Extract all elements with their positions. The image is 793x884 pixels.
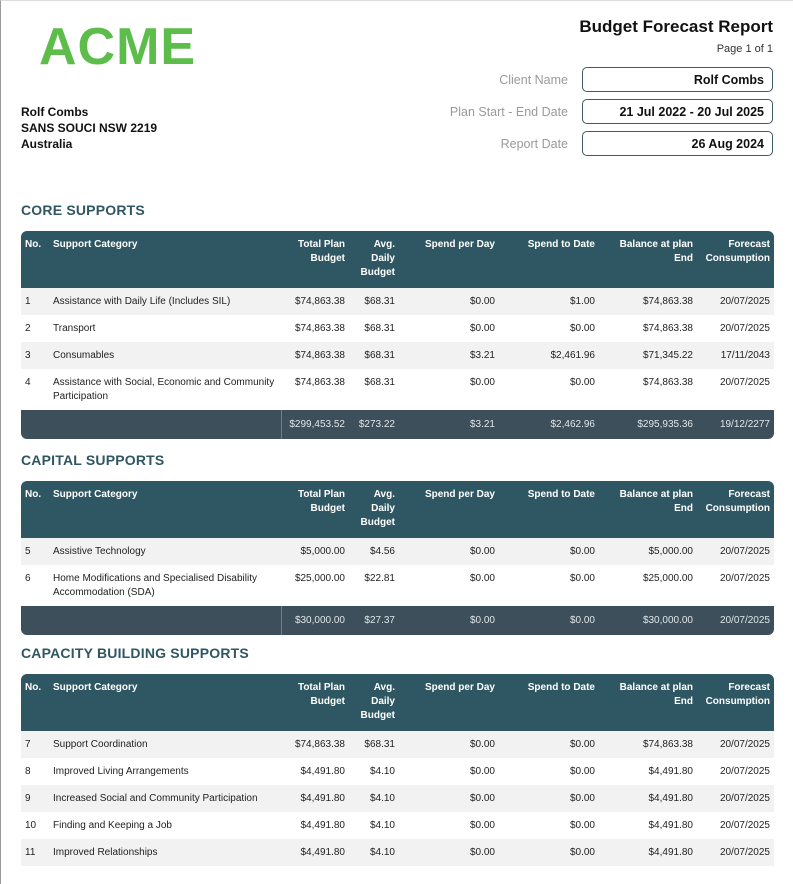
cell-avg: $68.31 bbox=[349, 288, 399, 315]
cell-category: Assistance with Daily Life (Includes SIL) bbox=[49, 288, 281, 315]
address-line: Rolf Combs bbox=[21, 105, 89, 119]
column-header-spend-to-date: Spend to Date bbox=[499, 674, 599, 731]
cell-spd: $0.00 bbox=[399, 315, 499, 342]
column-header-spend-per-day: Spend per Day bbox=[399, 674, 499, 731]
cell-spd: $0.00 bbox=[399, 839, 499, 866]
cell-fc: 20/07/2025 bbox=[697, 538, 774, 565]
cell-no: 1 bbox=[21, 288, 49, 315]
column-header-balance-at-plan-end: Balance at plan End bbox=[599, 674, 697, 731]
cell-std: $0.00 bbox=[499, 758, 599, 785]
total-std: $0.00 bbox=[499, 606, 599, 635]
cell-fc: 20/07/2025 bbox=[697, 758, 774, 785]
cell-bal: $71,345.22 bbox=[599, 342, 697, 369]
column-header-avg-daily-budget: Avg. Daily Budget bbox=[349, 481, 399, 538]
cell-total: $4,491.80 bbox=[281, 758, 349, 785]
cell-bal: $74,863.38 bbox=[599, 315, 697, 342]
cell-spd: $0.00 bbox=[399, 785, 499, 812]
cell-avg: $4.10 bbox=[349, 758, 399, 785]
cell-spd: $0.00 bbox=[399, 758, 499, 785]
column-header-no: No. bbox=[21, 481, 49, 538]
cell-avg: $68.31 bbox=[349, 315, 399, 342]
table-row bbox=[21, 785, 774, 812]
cell-total: $4,491.80 bbox=[281, 812, 349, 839]
table-row bbox=[21, 731, 774, 758]
totals-row bbox=[21, 410, 774, 439]
column-header-spend-to-date: Spend to Date bbox=[499, 481, 599, 538]
cell-avg: $68.31 bbox=[349, 731, 399, 758]
cell-spd: $0.00 bbox=[399, 369, 499, 410]
cell-spd: $0.00 bbox=[399, 731, 499, 758]
column-header-forecast-consumption: Forecast Consumption bbox=[697, 481, 774, 538]
column-header-total-plan-budget: Total Plan Budget bbox=[281, 231, 349, 288]
cell-total: $74,863.38 bbox=[281, 315, 349, 342]
column-header-category: Support Category bbox=[49, 481, 281, 538]
column-header-no: No. bbox=[21, 231, 49, 288]
capital-supports-table bbox=[21, 481, 774, 635]
cell-fc: 20/07/2025 bbox=[697, 839, 774, 866]
table-row bbox=[21, 812, 774, 839]
cell-total: $4,491.80 bbox=[281, 839, 349, 866]
table-row bbox=[21, 315, 774, 342]
cell-avg: $4.10 bbox=[349, 812, 399, 839]
total-total: $299,453.52 bbox=[281, 410, 349, 439]
totals-spacer bbox=[21, 606, 281, 635]
cell-no: 4 bbox=[21, 369, 49, 410]
cell-avg: $68.31 bbox=[349, 369, 399, 410]
cell-category: Assistance with Social, Economic and Community Participation bbox=[49, 369, 281, 410]
cell-category: Assistive Technology bbox=[49, 538, 281, 565]
table-header-row bbox=[21, 481, 774, 538]
total-fc: 20/07/2025 bbox=[697, 606, 774, 635]
cell-no: 2 bbox=[21, 315, 49, 342]
cell-spd: $0.00 bbox=[399, 565, 499, 606]
cell-std: $0.00 bbox=[499, 839, 599, 866]
table-header-row bbox=[21, 231, 774, 288]
cell-std: $0.00 bbox=[499, 565, 599, 606]
cell-std: $0.00 bbox=[499, 731, 599, 758]
section-title-capacity: CAPACITY BUILDING SUPPORTS bbox=[21, 645, 249, 661]
cell-std: $0.00 bbox=[499, 538, 599, 565]
cell-category: Finding and Keeping a Job bbox=[49, 812, 281, 839]
cell-no: 6 bbox=[21, 565, 49, 606]
cell-fc: 20/07/2025 bbox=[697, 369, 774, 410]
cell-bal: $74,863.38 bbox=[599, 288, 697, 315]
cell-category: Increased Social and Community Participation bbox=[49, 785, 281, 812]
cell-total: $5,000.00 bbox=[281, 538, 349, 565]
cell-total: $4,491.80 bbox=[281, 785, 349, 812]
cell-fc: 17/11/2043 bbox=[697, 342, 774, 369]
column-header-category: Support Category bbox=[49, 674, 281, 731]
cell-no: 7 bbox=[21, 731, 49, 758]
cell-spd: $0.00 bbox=[399, 288, 499, 315]
table-row bbox=[21, 369, 774, 410]
cell-std: $2,461.96 bbox=[499, 342, 599, 369]
column-header-balance-at-plan-end: Balance at plan End bbox=[599, 231, 697, 288]
report-date-row bbox=[428, 130, 773, 157]
cell-bal: $25,000.00 bbox=[599, 565, 697, 606]
cell-avg: $4.10 bbox=[349, 785, 399, 812]
column-header-category: Support Category bbox=[49, 231, 281, 288]
column-header-balance-at-plan-end: Balance at plan End bbox=[599, 481, 697, 538]
cell-spd: $0.00 bbox=[399, 538, 499, 565]
capacity-building-table bbox=[21, 674, 774, 866]
cell-category: Consumables bbox=[49, 342, 281, 369]
cell-bal: $74,863.38 bbox=[599, 369, 697, 410]
page-number: Page 1 of 1 bbox=[716, 43, 773, 55]
cell-bal: $4,491.80 bbox=[599, 758, 697, 785]
table-row bbox=[21, 538, 774, 565]
section-title-core: CORE SUPPORTS bbox=[21, 202, 145, 218]
cell-bal: $4,491.80 bbox=[599, 839, 697, 866]
total-fc: 19/12/2277 bbox=[697, 410, 774, 439]
column-header-total-plan-budget: Total Plan Budget bbox=[281, 674, 349, 731]
cell-no: 10 bbox=[21, 812, 49, 839]
cell-bal: $74,863.38 bbox=[599, 731, 697, 758]
cell-total: $74,863.38 bbox=[281, 369, 349, 410]
cell-no: 11 bbox=[21, 839, 49, 866]
cell-no: 8 bbox=[21, 758, 49, 785]
cell-total: $25,000.00 bbox=[281, 565, 349, 606]
cell-category: Transport bbox=[49, 315, 281, 342]
column-header-spend-to-date: Spend to Date bbox=[499, 231, 599, 288]
plan-dates-row bbox=[428, 98, 773, 125]
cell-total: $74,863.38 bbox=[281, 288, 349, 315]
table-row bbox=[21, 758, 774, 785]
cell-spd: $3.21 bbox=[399, 342, 499, 369]
table-row bbox=[21, 342, 774, 369]
cell-fc: 20/07/2025 bbox=[697, 565, 774, 606]
column-header-forecast-consumption: Forecast Consumption bbox=[697, 674, 774, 731]
cell-avg: $4.10 bbox=[349, 839, 399, 866]
cell-std: $0.00 bbox=[499, 785, 599, 812]
total-avg: $273.22 bbox=[349, 410, 399, 439]
cell-total: $74,863.38 bbox=[281, 342, 349, 369]
cell-fc: 20/07/2025 bbox=[697, 785, 774, 812]
cell-avg: $22.81 bbox=[349, 565, 399, 606]
cell-category: Improved Living Arrangements bbox=[49, 758, 281, 785]
cell-no: 5 bbox=[21, 538, 49, 565]
cell-category: Improved Relationships bbox=[49, 839, 281, 866]
cell-bal: $4,491.80 bbox=[599, 785, 697, 812]
address-line: SANS SOUCI NSW 2219 bbox=[21, 121, 158, 135]
table-row bbox=[21, 288, 774, 315]
total-avg: $27.37 bbox=[349, 606, 399, 635]
report-date-field: 26 Aug 2024 bbox=[582, 131, 773, 156]
cell-avg: $4.56 bbox=[349, 538, 399, 565]
client-address bbox=[21, 104, 157, 152]
plan-dates-label: Plan Start - End Date bbox=[449, 104, 568, 119]
cell-category: Home Modifications and Specialised Disability Accommodation (SDA) bbox=[49, 565, 281, 606]
report-date-label: Report Date bbox=[500, 136, 568, 151]
cell-bal: $4,491.80 bbox=[599, 812, 697, 839]
cell-bal: $5,000.00 bbox=[599, 538, 697, 565]
section-title-capital: CAPITAL SUPPORTS bbox=[21, 452, 165, 468]
cell-std: $0.00 bbox=[499, 812, 599, 839]
plan-dates-field: 21 Jul 2022 - 20 Jul 2025 bbox=[582, 99, 773, 124]
cell-spd: $0.00 bbox=[399, 812, 499, 839]
core-supports-table bbox=[21, 231, 774, 439]
cell-no: 3 bbox=[21, 342, 49, 369]
table-row bbox=[21, 565, 774, 606]
total-spd: $3.21 bbox=[399, 410, 499, 439]
total-bal: $30,000.00 bbox=[599, 606, 697, 635]
column-header-forecast-consumption: Forecast Consumption bbox=[697, 231, 774, 288]
column-header-total-plan-budget: Total Plan Budget bbox=[281, 481, 349, 538]
client-name-row bbox=[428, 66, 773, 93]
column-header-avg-daily-budget: Avg. Daily Budget bbox=[349, 674, 399, 731]
totals-spacer bbox=[21, 410, 281, 439]
cell-std: $0.00 bbox=[499, 315, 599, 342]
cell-fc: 20/07/2025 bbox=[697, 315, 774, 342]
total-total: $30,000.00 bbox=[281, 606, 349, 635]
column-header-spend-per-day: Spend per Day bbox=[399, 481, 499, 538]
cell-no: 9 bbox=[21, 785, 49, 812]
address-line: Australia bbox=[21, 137, 73, 151]
cell-fc: 20/07/2025 bbox=[697, 288, 774, 315]
client-name-field: Rolf Combs bbox=[582, 67, 773, 92]
table-header-row bbox=[21, 674, 774, 731]
total-bal: $295,935.36 bbox=[599, 410, 697, 439]
column-header-avg-daily-budget: Avg. Daily Budget bbox=[349, 231, 399, 288]
cell-fc: 20/07/2025 bbox=[697, 731, 774, 758]
cell-fc: 20/07/2025 bbox=[697, 812, 774, 839]
cell-std: $0.00 bbox=[499, 369, 599, 410]
totals-row bbox=[21, 606, 774, 635]
total-std: $2,462.96 bbox=[499, 410, 599, 439]
cell-std: $1.00 bbox=[499, 288, 599, 315]
total-spd: $0.00 bbox=[399, 606, 499, 635]
cell-avg: $68.31 bbox=[349, 342, 399, 369]
column-header-spend-per-day: Spend per Day bbox=[399, 231, 499, 288]
table-row bbox=[21, 839, 774, 866]
cell-total: $74,863.38 bbox=[281, 731, 349, 758]
cell-category: Support Coordination bbox=[49, 731, 281, 758]
client-name-label: Client Name bbox=[499, 72, 568, 87]
report-title: Budget Forecast Report bbox=[579, 17, 773, 36]
column-header-no: No. bbox=[21, 674, 49, 731]
acme-logo: ACME bbox=[39, 18, 197, 76]
